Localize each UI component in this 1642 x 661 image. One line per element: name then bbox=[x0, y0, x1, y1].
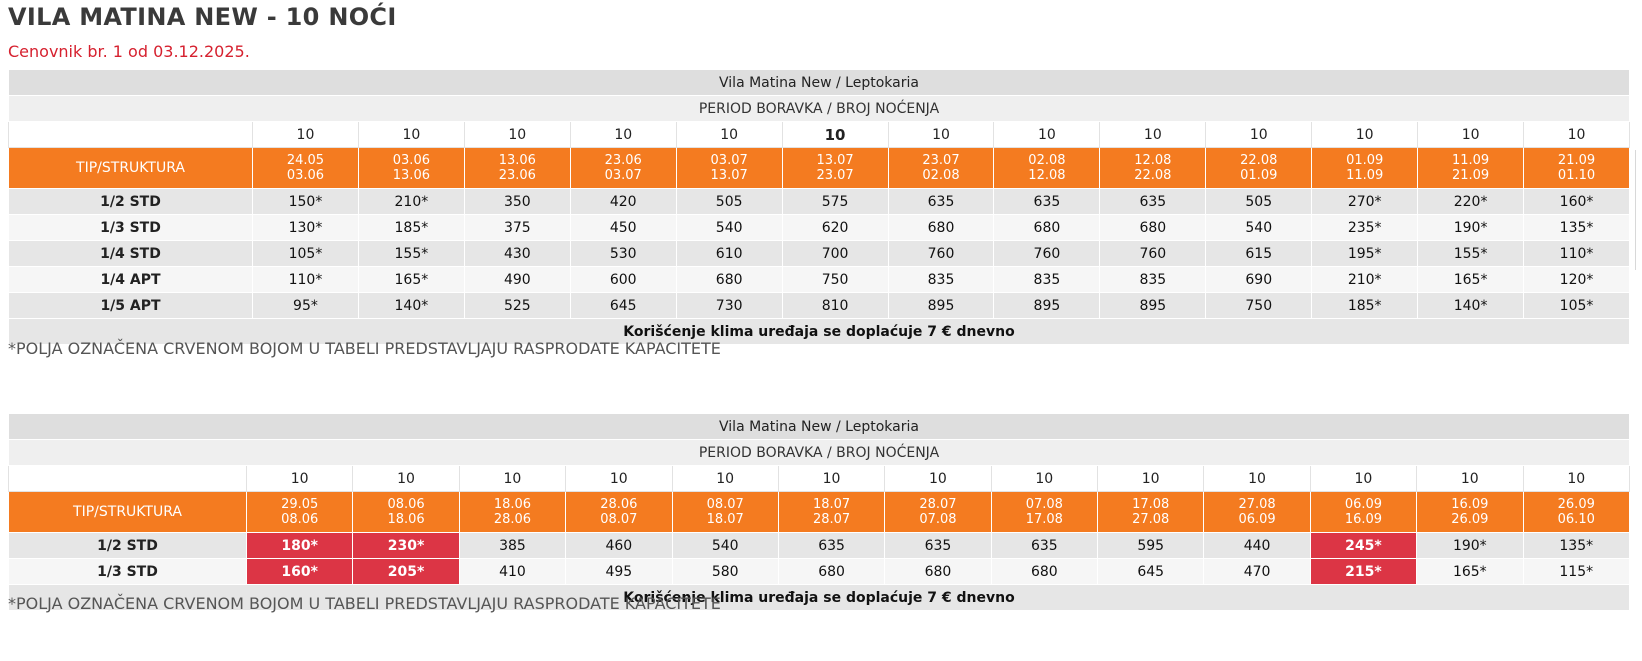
sold-out-footnote: *POLJA OZNAČENA CRVENOM BOJOM U TABELI PREDSTAVLJAJU RASPRODATE KAPACITETE bbox=[8, 339, 721, 358]
nights-cell: 10 bbox=[253, 122, 359, 148]
price-cell: 120* bbox=[1524, 267, 1630, 293]
page-scroll-edge bbox=[1635, 150, 1642, 270]
period-label-row bbox=[9, 440, 1630, 466]
period-from: 13.06 bbox=[498, 153, 536, 168]
price-cell: 195* bbox=[1312, 241, 1418, 267]
sold-out-price-cell: 215* bbox=[1310, 559, 1416, 585]
period-to: 23.06 bbox=[498, 168, 536, 183]
price-cell: 460 bbox=[566, 533, 672, 559]
period-from: 12.08 bbox=[1134, 153, 1172, 168]
price-cell: 105* bbox=[1524, 293, 1630, 319]
nights-cell: 10 bbox=[247, 466, 353, 492]
price-cell: 160* bbox=[1524, 189, 1630, 215]
period-dates-cell bbox=[459, 492, 565, 533]
price-cell: 645 bbox=[1098, 559, 1204, 585]
period-from: 03.07 bbox=[710, 153, 748, 168]
hotel-name-cell: Vila Matina New / Leptokaria bbox=[9, 70, 1630, 96]
price-cell: 155* bbox=[358, 241, 464, 267]
price-cell: 680 bbox=[1100, 215, 1206, 241]
period-from: 29.05 bbox=[281, 497, 319, 512]
room-type-label: 1/2 STD bbox=[9, 189, 253, 215]
period-from: 11.09 bbox=[1451, 153, 1490, 168]
period-dates-cell bbox=[253, 148, 359, 189]
price-cell: 235* bbox=[1312, 215, 1418, 241]
period-to: 16.09 bbox=[1344, 512, 1383, 527]
period-dates-cell bbox=[247, 492, 353, 533]
room-type-label: 1/4 STD bbox=[9, 241, 253, 267]
period-dates-cell bbox=[1100, 148, 1206, 189]
price-cell: 610 bbox=[676, 241, 782, 267]
price-cell: 470 bbox=[1204, 559, 1310, 585]
hotel-name-cell: Vila Matina New / Leptokaria bbox=[9, 414, 1630, 440]
period-dates-cell bbox=[566, 492, 672, 533]
period-dates-cell bbox=[353, 492, 459, 533]
price-cell: 635 bbox=[778, 533, 884, 559]
period-to: 01.09 bbox=[1240, 168, 1278, 183]
price-cell: 115* bbox=[1523, 559, 1630, 585]
price-cell: 750 bbox=[782, 267, 888, 293]
price-row bbox=[9, 267, 1630, 293]
price-row bbox=[9, 293, 1630, 319]
period-from: 23.07 bbox=[922, 153, 960, 168]
price-cell: 680 bbox=[994, 215, 1100, 241]
price-cell: 835 bbox=[1100, 267, 1206, 293]
period-from: 08.07 bbox=[706, 497, 744, 512]
period-to: 06.09 bbox=[1238, 512, 1276, 527]
nights-row bbox=[9, 122, 1630, 148]
price-cell: 375 bbox=[464, 215, 570, 241]
price-cell: 495 bbox=[566, 559, 672, 585]
price-cell: 680 bbox=[676, 267, 782, 293]
period-to: 26.09 bbox=[1451, 512, 1489, 527]
price-cell: 600 bbox=[570, 267, 676, 293]
price-cell: 540 bbox=[676, 215, 782, 241]
period-dates-cell bbox=[1312, 148, 1418, 189]
period-to: 28.07 bbox=[812, 512, 851, 527]
period-dates-cell bbox=[778, 492, 884, 533]
type-structure-header: TIP/STRUKTURA bbox=[9, 148, 253, 189]
price-cell: 530 bbox=[570, 241, 676, 267]
sold-out-price-cell: 160* bbox=[247, 559, 353, 585]
nights-cell: 10 bbox=[1523, 466, 1630, 492]
price-cell: 690 bbox=[1206, 267, 1312, 293]
nights-cell: 10 bbox=[1100, 122, 1206, 148]
hotel-row bbox=[9, 70, 1630, 96]
period-to: 11.09 bbox=[1346, 168, 1384, 183]
price-list-subtitle: Cenovnik br. 1 od 03.12.2025. bbox=[8, 42, 250, 61]
nights-cell: 10 bbox=[570, 122, 676, 148]
period-from: 02.08 bbox=[1028, 153, 1066, 168]
nights-empty-cell bbox=[9, 122, 253, 148]
price-row bbox=[9, 215, 1630, 241]
period-to: 18.06 bbox=[387, 512, 425, 527]
period-to: 13.06 bbox=[392, 168, 430, 183]
price-cell: 835 bbox=[888, 267, 994, 293]
period-dates-cell bbox=[994, 148, 1100, 189]
price-cell: 185* bbox=[358, 215, 464, 241]
price-cell: 190* bbox=[1418, 215, 1524, 241]
period-from: 03.06 bbox=[392, 153, 430, 168]
price-cell: 635 bbox=[888, 189, 994, 215]
period-dates-cell bbox=[1418, 148, 1524, 189]
price-cell: 450 bbox=[570, 215, 676, 241]
price-row bbox=[9, 559, 1630, 585]
price-cell: 165* bbox=[1418, 267, 1524, 293]
price-cell: 505 bbox=[676, 189, 782, 215]
price-cell: 150* bbox=[253, 189, 359, 215]
period-label-cell: PERIOD BORAVKA / BROJ NOĆENJA bbox=[9, 440, 1630, 466]
price-cell: 680 bbox=[991, 559, 1097, 585]
period-to: 03.07 bbox=[604, 168, 642, 183]
nights-cell: 10 bbox=[1310, 466, 1416, 492]
price-cell: 760 bbox=[994, 241, 1100, 267]
period-to: 28.06 bbox=[493, 512, 532, 527]
ac-surcharge-note: Korišćenje klima uređaja se doplaćuje 7 € dnevno bbox=[9, 319, 1630, 345]
period-from: 24.05 bbox=[286, 153, 325, 168]
ac-surcharge-note: Korišćenje klima uređaja se doplaćuje 7 € dnevno bbox=[9, 585, 1630, 611]
period-dates-cell bbox=[1206, 148, 1312, 189]
period-to: 27.08 bbox=[1132, 512, 1170, 527]
period-dates-cell bbox=[1523, 492, 1630, 533]
period-to: 23.07 bbox=[816, 168, 854, 183]
price-cell: 680 bbox=[888, 215, 994, 241]
price-cell: 110* bbox=[1524, 241, 1630, 267]
period-dates-cell bbox=[570, 148, 676, 189]
period-to: 18.07 bbox=[706, 512, 744, 527]
nights-cell: 10 bbox=[676, 122, 782, 148]
price-cell: 210* bbox=[358, 189, 464, 215]
price-cell: 750 bbox=[1206, 293, 1312, 319]
price-cell: 440 bbox=[1204, 533, 1310, 559]
nights-cell: 10 bbox=[672, 466, 778, 492]
price-cell: 505 bbox=[1206, 189, 1312, 215]
period-dates-cell bbox=[1524, 148, 1630, 189]
period-from: 18.06 bbox=[493, 497, 532, 512]
price-cell: 185* bbox=[1312, 293, 1418, 319]
price-cell: 155* bbox=[1418, 241, 1524, 267]
period-dates-cell bbox=[991, 492, 1097, 533]
sold-out-price-cell: 205* bbox=[353, 559, 459, 585]
price-row bbox=[9, 189, 1630, 215]
room-type-label: 1/3 STD bbox=[9, 215, 253, 241]
sold-out-price-cell: 245* bbox=[1310, 533, 1416, 559]
price-cell: 110* bbox=[253, 267, 359, 293]
nights-cell: 10 bbox=[464, 122, 570, 148]
nights-cell: 10 bbox=[566, 466, 672, 492]
type-structure-header: TIP/STRUKTURA bbox=[9, 492, 247, 533]
period-from: 23.06 bbox=[604, 153, 642, 168]
nights-cell: 10 bbox=[778, 466, 884, 492]
price-cell: 430 bbox=[464, 241, 570, 267]
price-cell: 760 bbox=[888, 241, 994, 267]
price-cell: 540 bbox=[672, 533, 778, 559]
period-dates-cell bbox=[885, 492, 991, 533]
period-to: 06.10 bbox=[1557, 512, 1595, 527]
nights-cell: 10 bbox=[358, 122, 464, 148]
period-dates-cell bbox=[672, 492, 778, 533]
price-cell: 730 bbox=[676, 293, 782, 319]
sold-out-price-cell: 230* bbox=[353, 533, 459, 559]
nights-cell: 10 bbox=[994, 122, 1100, 148]
period-from: 28.07 bbox=[919, 497, 957, 512]
price-cell: 165* bbox=[358, 267, 464, 293]
period-dates-cell bbox=[782, 148, 888, 189]
period-to: 07.08 bbox=[919, 512, 957, 527]
price-cell: 700 bbox=[782, 241, 888, 267]
price-cell: 130* bbox=[253, 215, 359, 241]
hotel-row bbox=[9, 414, 1630, 440]
period-from: 16.09 bbox=[1451, 497, 1489, 512]
period-from: 26.09 bbox=[1557, 497, 1595, 512]
dates-header-row bbox=[9, 148, 1630, 189]
period-from: 08.06 bbox=[387, 497, 425, 512]
dates-header-row bbox=[9, 492, 1630, 533]
price-cell: 810 bbox=[782, 293, 888, 319]
price-table-1 bbox=[8, 69, 1630, 345]
price-cell: 895 bbox=[888, 293, 994, 319]
period-to: 02.08 bbox=[922, 168, 960, 183]
price-cell: 620 bbox=[782, 215, 888, 241]
period-from: 21.09 bbox=[1557, 153, 1596, 168]
price-cell: 895 bbox=[1100, 293, 1206, 319]
period-from: 13.07 bbox=[816, 153, 854, 168]
nights-empty-cell bbox=[9, 466, 247, 492]
nights-cell: 10 bbox=[1524, 122, 1630, 148]
price-row bbox=[9, 533, 1630, 559]
price-cell: 525 bbox=[464, 293, 570, 319]
nights-cell: 10 bbox=[353, 466, 459, 492]
period-from: 01.09 bbox=[1346, 153, 1384, 168]
period-to: 08.07 bbox=[600, 512, 638, 527]
period-dates-cell bbox=[358, 148, 464, 189]
price-cell: 270* bbox=[1312, 189, 1418, 215]
period-to: 17.08 bbox=[1025, 512, 1063, 527]
price-cell: 410 bbox=[459, 559, 565, 585]
nights-cell: 10 bbox=[1206, 122, 1312, 148]
price-cell: 420 bbox=[570, 189, 676, 215]
nights-cell: 10 bbox=[1417, 466, 1523, 492]
period-dates-cell bbox=[1098, 492, 1204, 533]
period-from: 18.07 bbox=[812, 497, 851, 512]
price-cell: 220* bbox=[1418, 189, 1524, 215]
price-cell: 635 bbox=[885, 533, 991, 559]
price-cell: 575 bbox=[782, 189, 888, 215]
price-table-2 bbox=[8, 413, 1630, 611]
period-dates-cell bbox=[464, 148, 570, 189]
nights-cell: 10 bbox=[1204, 466, 1310, 492]
period-from: 28.06 bbox=[600, 497, 638, 512]
price-cell: 680 bbox=[778, 559, 884, 585]
nights-cell: 10 bbox=[885, 466, 991, 492]
nights-cell: 10 bbox=[991, 466, 1097, 492]
price-cell: 645 bbox=[570, 293, 676, 319]
page-title: VILA MATINA NEW - 10 NOĆI bbox=[8, 3, 397, 31]
price-cell: 595 bbox=[1098, 533, 1204, 559]
period-to: 12.08 bbox=[1028, 168, 1066, 183]
price-cell: 760 bbox=[1100, 241, 1206, 267]
price-cell: 895 bbox=[994, 293, 1100, 319]
price-cell: 615 bbox=[1206, 241, 1312, 267]
price-cell: 835 bbox=[994, 267, 1100, 293]
sold-out-footnote: *POLJA OZNAČENA CRVENOM BOJOM U TABELI PREDSTAVLJAJU RASPRODATE KAPACITETE bbox=[8, 594, 721, 613]
price-cell: 95* bbox=[253, 293, 359, 319]
price-cell: 635 bbox=[994, 189, 1100, 215]
period-from: 17.08 bbox=[1132, 497, 1170, 512]
price-cell: 135* bbox=[1524, 215, 1630, 241]
period-label-row bbox=[9, 96, 1630, 122]
price-cell: 680 bbox=[885, 559, 991, 585]
price-cell: 540 bbox=[1206, 215, 1312, 241]
nights-cell: 10 bbox=[888, 122, 994, 148]
period-to: 08.06 bbox=[281, 512, 319, 527]
price-cell: 385 bbox=[459, 533, 565, 559]
period-dates-cell bbox=[888, 148, 994, 189]
period-to: 21.09 bbox=[1451, 168, 1490, 183]
nights-cell: 10 bbox=[782, 122, 888, 148]
nights-cell: 10 bbox=[1418, 122, 1524, 148]
period-label-cell: PERIOD BORAVKA / BROJ NOĆENJA bbox=[9, 96, 1630, 122]
nights-cell: 10 bbox=[1312, 122, 1418, 148]
room-type-label: 1/4 APT bbox=[9, 267, 253, 293]
period-to: 13.07 bbox=[710, 168, 748, 183]
room-type-label: 1/5 APT bbox=[9, 293, 253, 319]
period-dates-cell bbox=[676, 148, 782, 189]
period-to: 03.06 bbox=[286, 168, 325, 183]
price-cell: 140* bbox=[358, 293, 464, 319]
price-cell: 105* bbox=[253, 241, 359, 267]
price-cell: 140* bbox=[1418, 293, 1524, 319]
price-row bbox=[9, 241, 1630, 267]
price-cell: 135* bbox=[1523, 533, 1630, 559]
period-from: 07.08 bbox=[1025, 497, 1063, 512]
room-type-label: 1/2 STD bbox=[9, 533, 247, 559]
period-dates-cell bbox=[1204, 492, 1310, 533]
price-cell: 490 bbox=[464, 267, 570, 293]
sold-out-price-cell: 180* bbox=[247, 533, 353, 559]
nights-row bbox=[9, 466, 1630, 492]
period-dates-cell bbox=[1310, 492, 1416, 533]
price-cell: 635 bbox=[1100, 189, 1206, 215]
room-type-label: 1/3 STD bbox=[9, 559, 247, 585]
price-cell: 190* bbox=[1417, 533, 1523, 559]
price-cell: 210* bbox=[1312, 267, 1418, 293]
period-to: 22.08 bbox=[1134, 168, 1172, 183]
period-from: 22.08 bbox=[1240, 153, 1278, 168]
price-cell: 635 bbox=[991, 533, 1097, 559]
period-dates-cell bbox=[1417, 492, 1523, 533]
period-to: 01.10 bbox=[1557, 168, 1596, 183]
price-cell: 580 bbox=[672, 559, 778, 585]
nights-cell: 10 bbox=[459, 466, 565, 492]
nights-cell: 10 bbox=[1098, 466, 1204, 492]
period-from: 27.08 bbox=[1238, 497, 1276, 512]
price-cell: 350 bbox=[464, 189, 570, 215]
period-from: 06.09 bbox=[1344, 497, 1383, 512]
price-cell: 165* bbox=[1417, 559, 1523, 585]
